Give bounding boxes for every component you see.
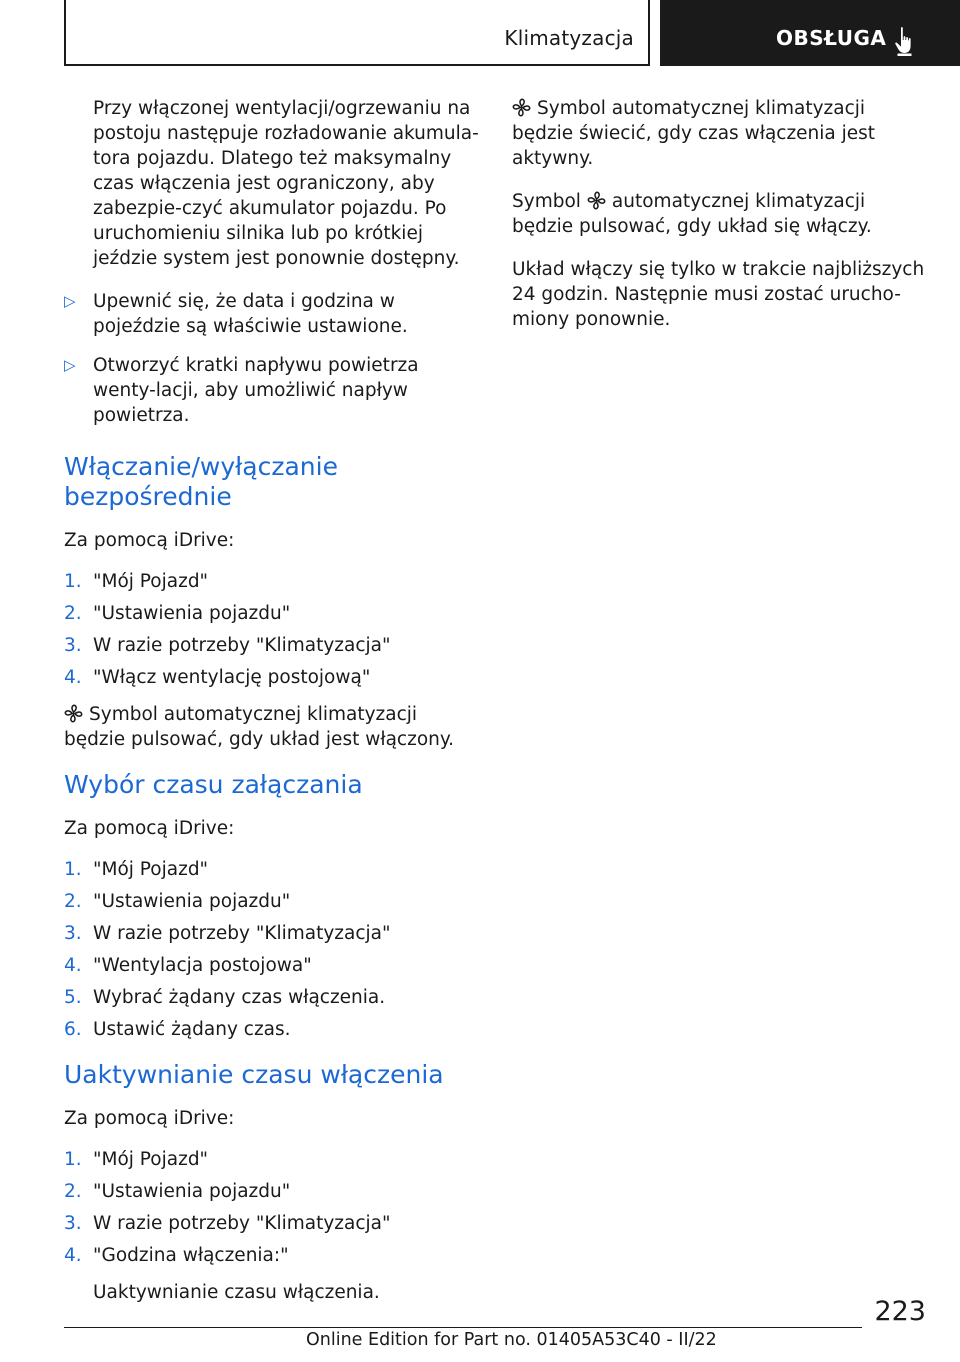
list-item [64, 1179, 482, 1204]
footer-divider [64, 1327, 862, 1328]
step-text: W razie potrzeby "Klimatyzacja" [93, 635, 391, 656]
fan-pulse-prefix: Symbol [512, 191, 581, 212]
step-subtext: Uaktywnianie czasu włączenia. [93, 1282, 380, 1303]
fan-note-text: Symbol automatycznej klimatyzacji będzie pulsować, gdy układ jest włączony. [64, 704, 455, 750]
list-item [64, 985, 482, 1010]
step-text: "Ustawienia pojazdu" [93, 603, 291, 624]
list-item [64, 1211, 482, 1236]
steps-list-direct [64, 569, 482, 690]
step-text: "Mój Pojazd" [93, 1149, 209, 1170]
list-item [64, 889, 482, 914]
steps-list-time-select [64, 857, 482, 1042]
list-item [64, 289, 482, 339]
step-number: 2. [64, 603, 82, 624]
list-item [64, 569, 482, 594]
list-item [64, 633, 482, 658]
list-item [64, 601, 482, 626]
step-number: 1. [64, 571, 82, 592]
list-item [64, 665, 482, 690]
section-heading-activate: Uaktywnianie czasu włączenia [64, 1060, 444, 1089]
step-number: 4. [64, 667, 82, 688]
step-text: W razie potrzeby "Klimatyzacja" [93, 923, 391, 944]
step-text: W razie potrzeby "Klimatyzacja" [93, 1213, 391, 1234]
header-chapter-title: OBSŁUGA [776, 26, 887, 50]
header-chapter-tab [660, 0, 960, 66]
section-intro: Za pomocą iDrive: [64, 818, 235, 839]
list-item [64, 1243, 482, 1268]
step-text: "Włącz wentylację postojową" [93, 667, 371, 688]
steps-list-activate [64, 1147, 482, 1268]
list-item [64, 857, 482, 882]
header-section-title: Klimatyzacja [504, 26, 634, 50]
step-number: 3. [64, 923, 82, 944]
section-intro: Za pomocą iDrive: [64, 530, 235, 551]
step-number: 3. [64, 635, 82, 656]
list-item [64, 1147, 482, 1172]
bullet-list [64, 289, 482, 428]
pointing-hand-icon [894, 26, 920, 56]
right-column [512, 96, 932, 350]
step-number: 3. [64, 1213, 82, 1234]
list-item [64, 953, 482, 978]
bullet-text: Otworzyć kratki napływu powietrza wenty-lacji, aby umożliwić napływ powietrza. [93, 355, 419, 426]
fan-note [64, 702, 482, 752]
step-number: 5. [64, 987, 82, 1008]
bullet-text: Upewnić się, że data i godzina w pojeździe są właściwie ustawione. [93, 291, 408, 337]
step-text: "Mój Pojazd" [93, 859, 209, 880]
page-number: 223 [874, 1296, 926, 1327]
fan-active-paragraph [512, 96, 932, 171]
step-number: 4. [64, 1245, 82, 1266]
step-text: "Godzina włączenia:" [93, 1245, 289, 1266]
step-number: 2. [64, 891, 82, 912]
step-text: Wybrać żądany czas włączenia. [93, 987, 386, 1008]
triangle-bullet-icon: ▷ [64, 356, 76, 374]
fan-pulse-text: automatycznej klimatyzacji będzie pulsować, gdy układ się włączy. [512, 191, 872, 237]
section-heading-direct: Włączanie/wyłączanie bezpośrednie [64, 452, 338, 511]
step-text: "Ustawienia pojazdu" [93, 1181, 291, 1202]
fan-icon [64, 704, 83, 723]
header-section-box [64, 0, 650, 66]
step-number: 1. [64, 859, 82, 880]
step-text: "Ustawienia pojazdu" [93, 891, 291, 912]
footer-edition: Online Edition for Part no. 01405A53C40 - II/22 [306, 1330, 717, 1350]
left-column [64, 96, 482, 1305]
fan-icon [512, 98, 531, 117]
fan-icon [587, 191, 606, 210]
list-item [64, 353, 482, 428]
step-number: 1. [64, 1149, 82, 1170]
step-number: 2. [64, 1181, 82, 1202]
list-item [64, 1017, 482, 1042]
step-number: 6. [64, 1019, 82, 1040]
list-item [64, 921, 482, 946]
step-number: 4. [64, 955, 82, 976]
step-text: Ustawić żądany czas. [93, 1019, 291, 1040]
step-text: "Wentylacja postojowa" [93, 955, 312, 976]
triangle-bullet-icon: ▷ [64, 292, 76, 310]
intro-paragraph: Przy włączonej wentylacji/ogrzewaniu na postoju następuje rozładowanie akumula-tora pojazdu. Dlatego też maksymalny czas włączenia jest ograniczony, aby zabezpie-czyć akumulator pojazdu. Po uruchomieniu silnika lub po krótkiej jeździe system jest ponownie dostępny. [93, 98, 479, 269]
section-intro: Za pomocą iDrive: [64, 1108, 235, 1129]
fan-pulse-paragraph [512, 189, 932, 239]
section-heading-time-select: Wybór czasu załączania [64, 770, 363, 799]
timer-limit-paragraph: Układ włączy się tylko w trakcie najbliższych 24 godzin. Następnie musi zostać urucho-miony ponownie. [512, 259, 925, 330]
step-text: "Mój Pojazd" [93, 571, 209, 592]
fan-active-text: Symbol automatycznej klimatyzacji będzie świecić, gdy czas włączenia jest aktywny. [512, 98, 876, 169]
